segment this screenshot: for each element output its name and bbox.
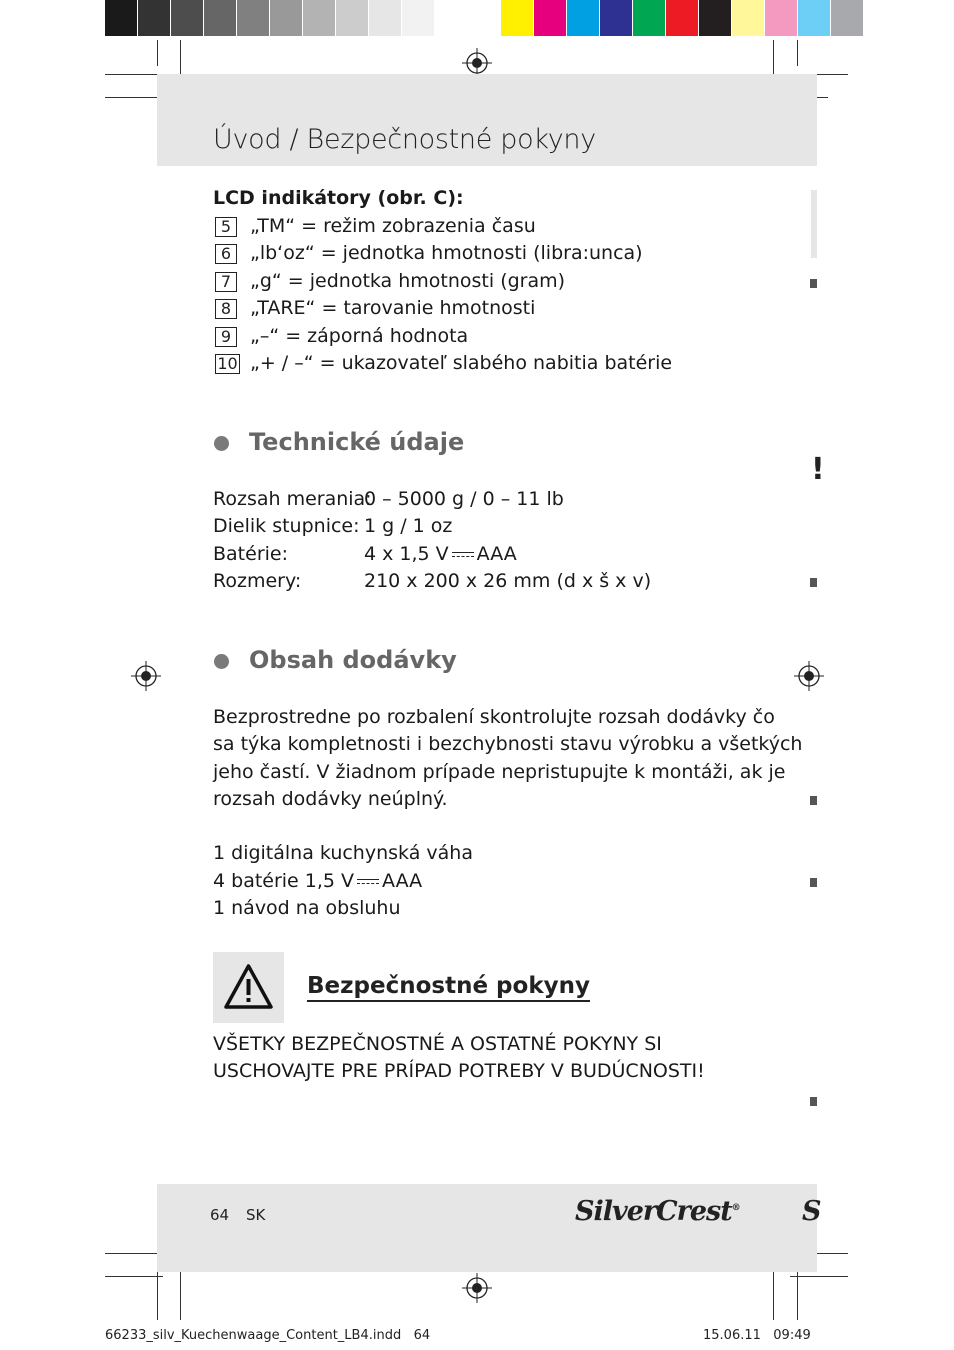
- color-swatch: [534, 0, 567, 36]
- color-swatch: [699, 0, 732, 36]
- lcd-item-number: 6: [215, 244, 237, 264]
- battery-voltage: 4 x 1,5 V: [364, 543, 449, 565]
- tech-value: 1 g / 1 oz: [364, 515, 453, 537]
- lcd-item-text: „TARE“ = tarovanie hmotnosti: [250, 297, 536, 319]
- margin-bullet: [810, 878, 817, 887]
- warning-triangle-icon: [213, 952, 284, 1023]
- delivery-line: rozsah dodávky neúplný.: [213, 788, 448, 810]
- delivery-item: 1 digitálna kuchynská váha: [213, 842, 473, 864]
- color-swatch: [138, 0, 171, 36]
- crop-mark: [105, 97, 163, 98]
- tech-label: Rozmery:: [213, 570, 302, 592]
- margin-bullet: [810, 1097, 817, 1106]
- bullet-icon: [214, 436, 229, 451]
- safety-line: USCHOVAJTE PRE PRÍPAD POTREBY V BUDÚCNOSTI!: [213, 1060, 705, 1082]
- color-swatch: [567, 0, 600, 36]
- lcd-item-number: 10: [215, 354, 240, 374]
- tech-title: Technické údaje: [249, 428, 465, 456]
- color-swatch: [435, 0, 468, 36]
- color-swatch: [666, 0, 699, 36]
- delivery-item: 1 návod na obsluhu: [213, 897, 401, 919]
- brand-logo-cut: S: [802, 1196, 822, 1227]
- margin-bleed: [811, 190, 817, 258]
- file-date: 15.06.11 09:49: [703, 1328, 811, 1343]
- margin-exclaim: !: [811, 452, 825, 487]
- color-swatch: [501, 0, 534, 36]
- registration-mark-icon: [462, 1273, 492, 1303]
- tech-value: 210 x 200 x 26 mm (d x š x v): [364, 570, 652, 592]
- color-swatch: [831, 0, 864, 36]
- tech-value-battery: [364, 541, 517, 569]
- brand-name: SilverCrest: [575, 1196, 732, 1227]
- color-swatch: [270, 0, 303, 36]
- registration-mark-icon: [131, 661, 161, 691]
- tech-label: Batérie:: [213, 543, 288, 565]
- lcd-item-text: „+ / –“ = ukazovateľ slabého nabitia batérie: [250, 352, 673, 374]
- color-swatch: [732, 0, 765, 36]
- lcd-item-number: 9: [215, 327, 237, 347]
- brand-logo: [575, 1196, 740, 1227]
- color-swatch: [765, 0, 798, 36]
- lcd-item-text: „g“ = jednotka hmotnosti (gram): [250, 270, 566, 292]
- delivery-item-batteries: 4 batérie 1,5 V: [213, 870, 355, 892]
- dc-symbol-icon: [357, 877, 379, 887]
- margin-bullet: [810, 578, 817, 587]
- brand-registered-mark: ®: [731, 1203, 740, 1213]
- color-swatch: [798, 0, 831, 36]
- delivery-line: sa týka kompletnosti i bezchybnosti stavu výrobku a všetkých: [213, 733, 803, 755]
- battery-type: AAA: [476, 543, 517, 565]
- lcd-item-text: „–“ = záporná hodnota: [250, 325, 469, 347]
- color-swatch: [303, 0, 336, 36]
- delivery-line: Bezprostredne po rozbalení skontrolujte rozsah dodávky čo: [213, 706, 775, 728]
- safety-title: Bezpečnostné pokyny: [307, 973, 590, 1002]
- lcd-item-text: „lb‘oz“ = jednotka hmotnosti (libra:unca): [250, 242, 643, 264]
- color-swatch: [468, 0, 501, 36]
- crop-mark: [180, 1270, 181, 1320]
- lcd-heading: LCD indikátory (obr. C):: [213, 187, 464, 209]
- crop-mark: [157, 1270, 158, 1320]
- lcd-item-number: 7: [215, 272, 237, 292]
- delivery-line: jeho častí. V žiadnom prípade nepristupujte k montáži, ak je: [213, 761, 786, 783]
- crop-mark: [790, 1276, 848, 1277]
- crop-mark: [105, 1276, 163, 1277]
- color-swatch: [336, 0, 369, 36]
- color-swatch: [204, 0, 237, 36]
- crop-mark: [797, 40, 798, 66]
- delivery-title: Obsah dodávky: [249, 646, 457, 674]
- page-title: Úvod / Bezpečnostné pokyny: [213, 124, 596, 155]
- registration-mark-icon: [794, 661, 824, 691]
- warning-box: [213, 952, 284, 1023]
- crop-mark: [773, 1270, 774, 1320]
- page-number: 64: [210, 1206, 230, 1224]
- crop-mark: [157, 40, 158, 66]
- crop-mark: [105, 1253, 163, 1254]
- crop-mark: [797, 1270, 798, 1320]
- dc-symbol-icon: [452, 550, 474, 560]
- delivery-item: [213, 868, 422, 896]
- lcd-item-text: „TM“ = režim zobrazenia času: [250, 215, 536, 237]
- lcd-item-number: 5: [215, 217, 237, 237]
- color-swatch: [402, 0, 435, 36]
- color-swatch: [600, 0, 633, 36]
- safety-line: VŠETKY BEZPEČNOSTNÉ A OSTATNÉ POKYNY SI: [213, 1033, 662, 1055]
- crop-mark: [105, 74, 163, 75]
- margin-bullet: [810, 279, 817, 288]
- file-slug: 66233_silv_Kuechenwaage_Content_LB4.indd 64: [105, 1328, 431, 1343]
- page-language: SK: [246, 1206, 266, 1224]
- color-swatch: [105, 0, 138, 36]
- color-swatch: [633, 0, 666, 36]
- lcd-item-number: 8: [215, 299, 237, 319]
- tech-label: Dielik stupnice:: [213, 515, 360, 537]
- tech-value: 0 – 5000 g / 0 – 11 lb: [364, 488, 564, 510]
- color-swatch: [369, 0, 402, 36]
- delivery-item-battery-type: AAA: [382, 870, 423, 892]
- color-swatch: [237, 0, 270, 36]
- color-swatch: [171, 0, 204, 36]
- bullet-icon: [214, 654, 229, 669]
- margin-bullet: [810, 796, 817, 805]
- tech-label: Rozsah merania:: [213, 488, 372, 510]
- color-calibration-bar: [105, 0, 864, 36]
